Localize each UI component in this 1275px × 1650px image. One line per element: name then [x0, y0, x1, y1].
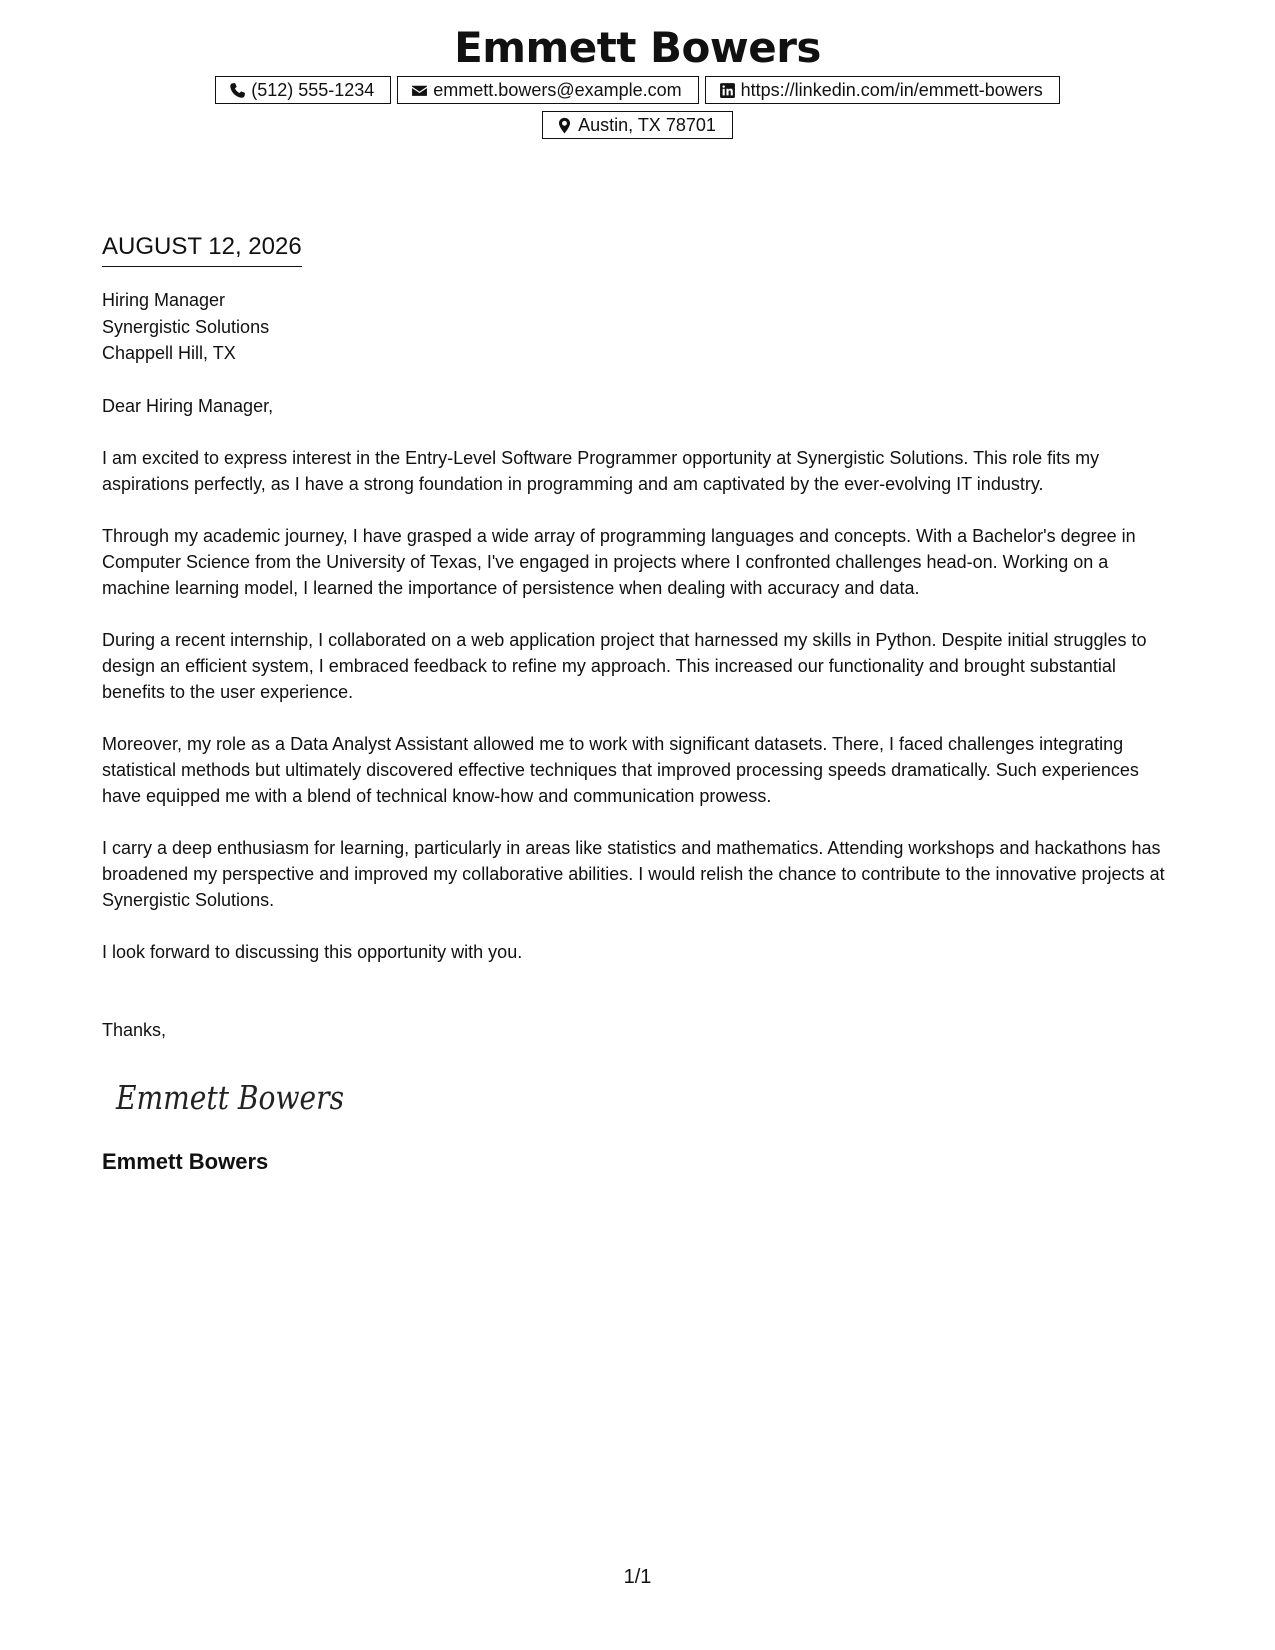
email-address: emmett.bowers@example.com [433, 79, 682, 100]
signature-image [112, 1075, 352, 1123]
body-paragraph: Moreover, my role as a Data Analyst Assistant allowed me to work with significant datasets. There, I faced challenges integrating statistical methods but ultimately discovered effective techniques that improved processing speeds dramatically. Such experiences have equipped me with a blend of technical know-how and communication prowess. [102, 733, 1139, 806]
letter-body [102, 232, 1177, 1176]
body-paragraph: I am excited to express interest in the Entry-Level Software Programmer opportunity at Synergistic Solutions. This role fits my aspirations perfectly, as I have a strong foundation in programming and am captivated by the ever-evolving IT industry. [102, 447, 1100, 494]
phone-number: (512) 555-1234 [251, 79, 375, 100]
location-text: Austin, TX 78701 [578, 114, 716, 135]
contact-row-secondary [0, 111, 1275, 139]
body-paragraph: I carry a deep enthusiasm for learning, particularly in areas like statistics and mathematics. Attending workshops and hackathons has broadened my perspective and improved my collaborative abilities. I would relish the chance to contribute to the innovative projects at Synergistic Solutions. [102, 837, 1165, 910]
linkedin-icon [719, 82, 736, 99]
linkedin-contact[interactable] [705, 76, 1060, 104]
phone-contact[interactable] [215, 76, 391, 104]
recipient-block [102, 287, 1177, 367]
linkedin-url: https://linkedin.com/in/emmett-bowers [740, 79, 1043, 100]
location-contact [542, 111, 733, 139]
envelope-icon [411, 82, 428, 99]
greeting: Dear Hiring Manager, [102, 395, 274, 416]
phone-icon [229, 82, 246, 99]
signature-text: Emmett Bowers [115, 1077, 344, 1117]
closing: Thanks, [102, 1019, 167, 1040]
body-paragraph: During a recent internship, I collaborated on a web application project that harnessed my skills in Python. Despite initial struggles to design an efficient system, I embraced feedback to refine my approach. This increased our functionality and brought substantial benefits to the user experience. [102, 629, 1147, 702]
map-marker-icon [556, 117, 573, 134]
contact-row-primary [0, 76, 1275, 104]
signer-name: Emmett Bowers [102, 1148, 269, 1174]
body-paragraph: I look forward to discussing this opportunity with you. [102, 941, 523, 962]
recipient-location: Chappell Hill, TX [102, 343, 236, 363]
recipient-company: Synergistic Solutions [102, 316, 270, 337]
body-paragraph: Through my academic journey, I have grasped a wide array of programming languages and concepts. With a Bachelor's degree in Computer Science from the University of Texas, I've engaged in projects where I confronted challenges head-on. Working on a machine learning model, I learned the importance of persistence when dealing with accuracy and data. [102, 525, 1136, 598]
letter-date: AUGUST 12, 2026 [102, 232, 302, 267]
email-contact[interactable] [397, 76, 698, 104]
applicant-name: Emmett Bowers [454, 23, 821, 72]
recipient-title: Hiring Manager [102, 290, 226, 310]
page-number: 1/1 [623, 1566, 652, 1588]
letter-header [0, 22, 1275, 139]
